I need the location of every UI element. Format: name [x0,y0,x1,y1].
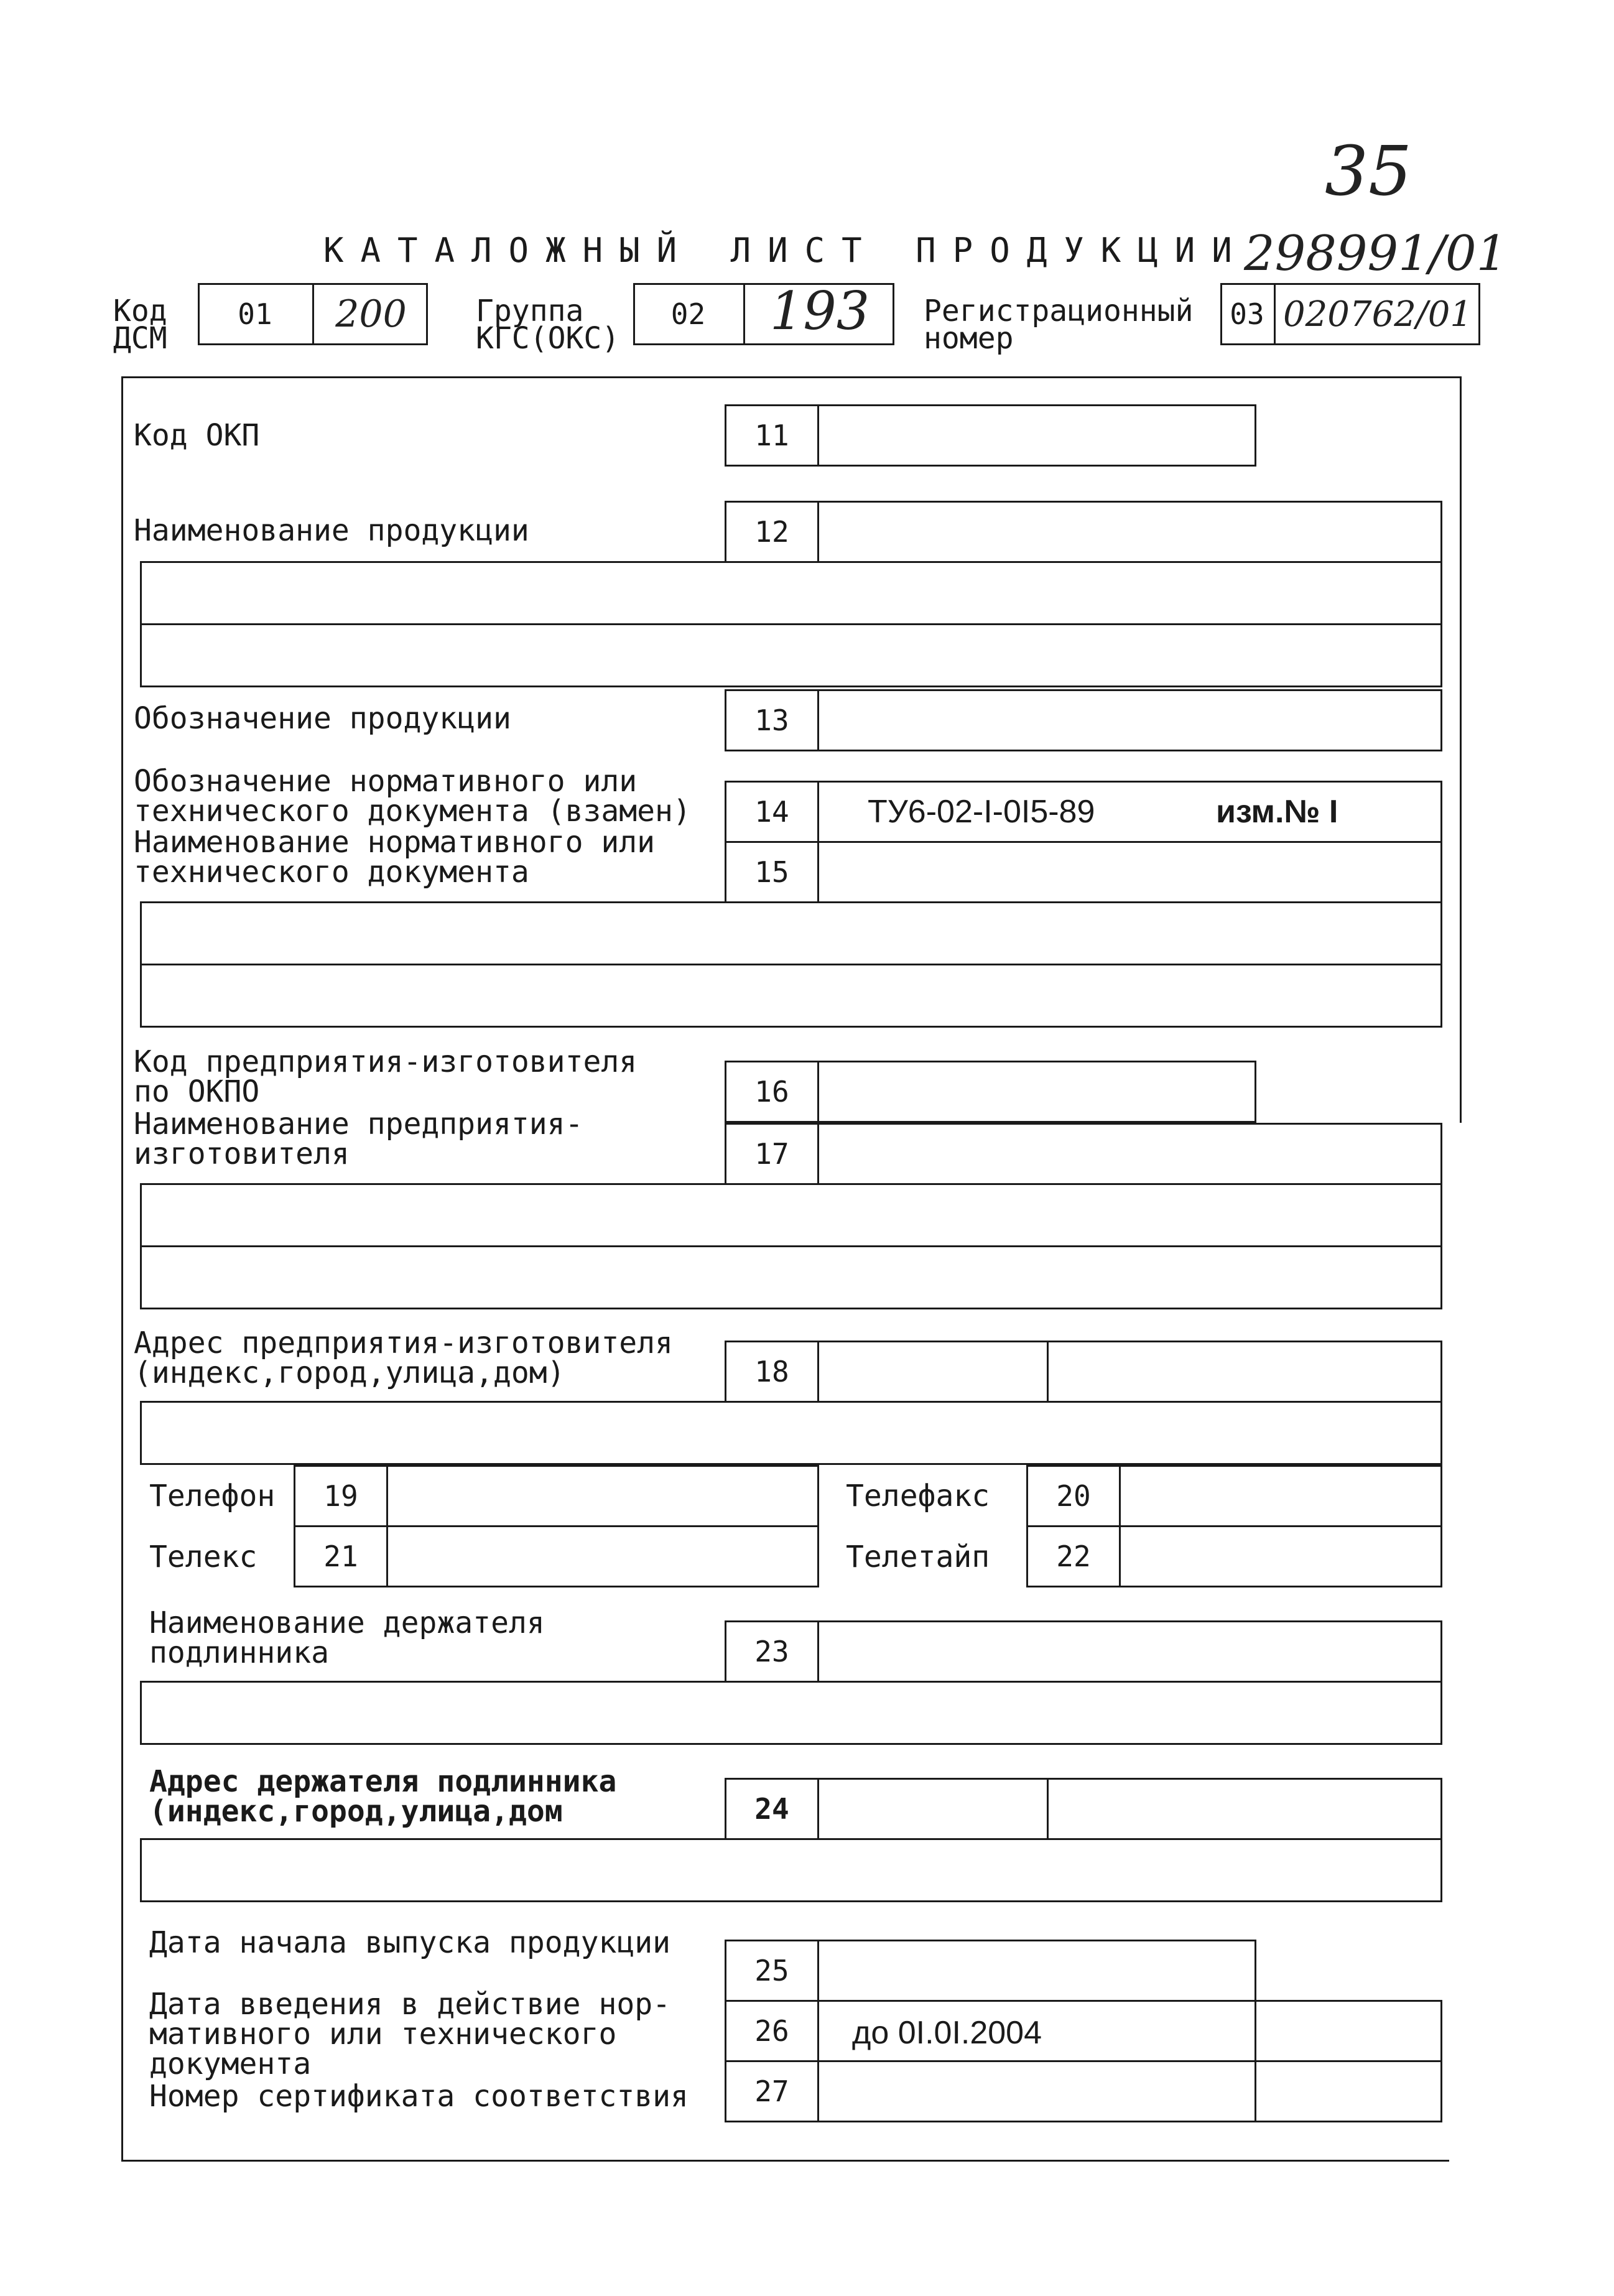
manufacturer-name-num: 17 [754,1137,789,1171]
form-frame-right [1460,376,1462,1123]
telex-field [386,1525,819,1587]
kod-label: Код ДСМ [113,294,167,356]
fax-field [1119,1465,1442,1527]
original-holder-num: 23 [754,1635,789,1668]
telex-num: 21 [323,1540,358,1573]
manufacturer-address-field-1 [817,1341,1049,1403]
handwritten-id: 298991/01 [1244,226,1508,282]
certificate-num: 27 [754,2075,789,2108]
product-name-num: 12 [754,515,789,549]
original-holder-field [817,1620,1442,1683]
manufacturer-address-field-2 [1047,1341,1442,1403]
okpo-num: 16 [754,1075,789,1108]
fax-label: Телефакс [846,1479,990,1513]
teletype-label: Телетайп [846,1540,990,1574]
product-designation-label: Обозначение продукции [134,701,511,736]
certificate-label: Номер сертификата соответствия [149,2079,689,2114]
normative-doc-name-label: Наименование нормативного или технического документа [134,825,656,890]
certificate-field-2 [1255,2060,1442,2122]
normative-doc-name-num: 15 [754,855,789,889]
original-holder-line [140,1681,1442,1745]
okp-field [817,404,1256,467]
manufacturer-address-num: 18 [754,1355,789,1388]
normative-doc-value: ТУ6-02-I-0I5-89 [868,794,1095,830]
teletype-num: 22 [1056,1540,1091,1573]
product-name-line-1 [140,561,1442,625]
group-label: Группа КГС(ОКС) [476,294,620,356]
effective-date-num: 26 [754,2014,789,2048]
product-designation-field [817,689,1442,751]
document-title: КАТАЛОЖНЫЙ ЛИСТ ПРОДУКЦИИ [323,231,1249,270]
production-start-field [817,1940,1256,2002]
manufacturer-name-label: Наименование предприятия- изготовителя [134,1107,583,1171]
phone-num: 19 [323,1479,358,1513]
product-name-line-2 [140,623,1442,687]
original-holder-address-field-2 [1047,1778,1442,1840]
normative-doc-num: 14 [754,795,789,829]
okp-label: Код ОКП [134,418,260,453]
reg-label: Регистрационный номер [924,294,1194,356]
effective-date-label: Дата введения в действие нор- мативного или технического документа [149,1987,671,2081]
original-holder-address-num: 24 [754,1792,789,1826]
group-value: 193 [769,281,870,342]
kod-num: 01 [238,297,272,331]
original-holder-address-label: Адрес держателя подлинника (индекс,город,улица,дом [149,1764,617,1829]
normative-doc-name-field [817,841,1442,903]
fax-num: 20 [1056,1479,1091,1513]
product-name-field [817,501,1442,563]
okpo-label: Код предприятия-изготовителя по ОКПО [134,1044,638,1109]
manufacturer-address-line [140,1401,1442,1465]
phone-label: Телефон [149,1479,276,1513]
normative-doc-change: изм.№ I [1216,794,1338,830]
okp-num: 11 [754,419,789,452]
reg-value: 020762/01 [1283,294,1472,335]
reg-num: 03 [1230,297,1264,331]
phone-field [386,1465,819,1527]
manufacturer-address-label: Адрес предприятия-изготовителя (индекс,город,улица,дом) [134,1326,673,1390]
manufacturer-name-line-1 [140,1183,1442,1247]
telex-label: Телекс [149,1540,257,1574]
certificate-field-1 [817,2060,1256,2122]
normative-doc-name-line-1 [140,901,1442,965]
manufacturer-name-line-2 [140,1245,1442,1309]
form-frame-top [121,376,1462,378]
normative-doc-label: Обозначение нормативного или технического документа (взамен) [134,764,691,829]
product-designation-num: 13 [754,704,789,737]
product-name-label: Наименование продукции [134,513,529,548]
teletype-field [1119,1525,1442,1587]
manufacturer-name-field [817,1123,1442,1185]
group-num: 02 [670,297,706,331]
kod-value: 200 [335,292,407,336]
original-holder-address-field-1 [817,1778,1049,1840]
form-frame-left [121,376,123,2162]
original-holder-label: Наименование держателя подлинника [149,1606,545,1670]
page-number: 35 [1325,131,1412,211]
effective-date-field-2 [1255,2000,1442,2062]
normative-doc-name-line-2 [140,964,1442,1028]
original-holder-address-line [140,1838,1442,1902]
effective-date-value: до 0I.0I.2004 [852,2015,1042,2051]
form-frame-bottom [121,2160,1449,2162]
production-start-num: 25 [754,1954,789,1987]
production-start-label: Дата начала выпуска продукции [149,1925,671,1960]
okpo-field [817,1061,1256,1123]
